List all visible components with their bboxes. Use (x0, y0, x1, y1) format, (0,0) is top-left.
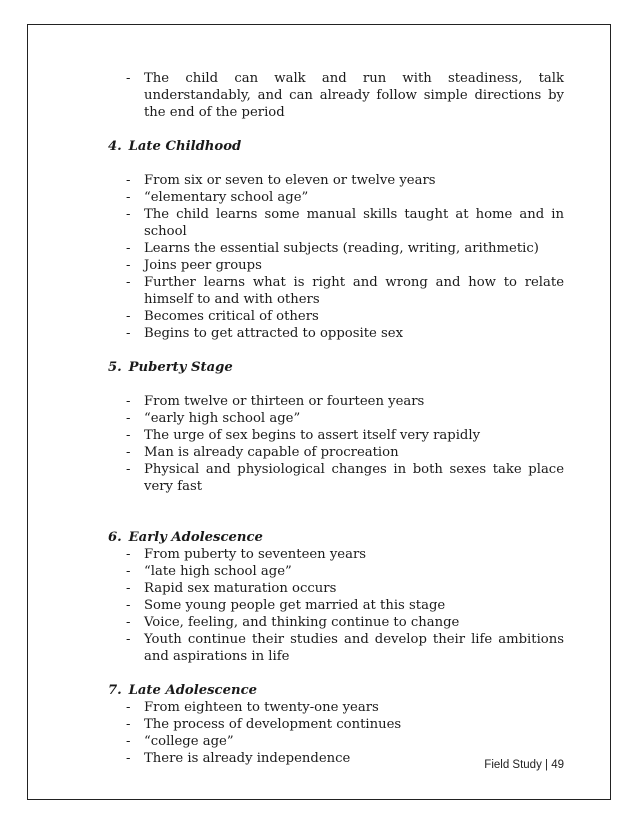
list-item-text: Begins to get attracted to opposite sex (144, 326, 404, 341)
section-number: 7. (108, 683, 122, 698)
list-item-text: The child learns some manual skills taught at home and in school (144, 207, 564, 239)
list-item-text: Learns the essential subjects (reading, writing, arithmetic) (144, 241, 539, 256)
bullet-dash: - (126, 428, 131, 443)
section-title: Early Adolescence (128, 530, 263, 545)
bullet-dash: - (126, 207, 131, 222)
bullet-dash: - (126, 173, 131, 188)
list-item-text: From six or seven to eleven or twelve years (144, 173, 436, 188)
list-item-text: From eighteen to twenty-one years (144, 700, 379, 715)
bullet-dash: - (126, 581, 131, 596)
list-item (108, 733, 564, 750)
list-item (108, 189, 564, 206)
bullet-dash: - (126, 258, 131, 273)
list-item (108, 410, 564, 427)
document-body (108, 70, 564, 767)
bullet-dash: - (126, 547, 131, 562)
list-item-text: “early high school age” (144, 411, 301, 426)
list-item-text: The child can walk and run with steadiness, talk understandably, and can already follow simple directions by the end of the period (144, 71, 564, 120)
list-item (108, 461, 564, 495)
list-item (108, 308, 564, 325)
list-item (108, 563, 564, 580)
bullet-dash: - (126, 598, 131, 613)
list-item (108, 257, 564, 274)
list-item (108, 580, 564, 597)
bullet-dash: - (126, 411, 131, 426)
list-item-text: Man is already capable of procreation (144, 445, 399, 460)
list-item-text: Becomes critical of others (144, 309, 319, 324)
list-item-text: Rapid sex maturation occurs (144, 581, 337, 596)
page-footer: Field Study | 49 (484, 759, 564, 771)
section-title: Late Adolescence (128, 683, 257, 698)
list-item (108, 444, 564, 461)
section-title: Puberty Stage (128, 360, 233, 375)
bullet-dash: - (126, 462, 131, 477)
list-item (108, 325, 564, 342)
list-item-text: Voice, feeling, and thinking continue to change (144, 615, 460, 630)
list-item-text: Youth continue their studies and develop their life ambitions and aspirations in life (144, 632, 564, 664)
section-heading (108, 138, 564, 155)
list-item-text: From twelve or thirteen or fourteen years (144, 394, 425, 409)
bullet-dash: - (126, 275, 131, 290)
list-item-text: “college age” (144, 734, 234, 749)
bullet-dash: - (126, 751, 131, 766)
list-item (108, 546, 564, 563)
bullet-dash: - (126, 190, 131, 205)
section-number: 5. (108, 360, 122, 375)
section-heading (108, 529, 564, 546)
list-item (108, 70, 564, 121)
bullet-dash: - (126, 632, 131, 647)
list-item-text: Further learns what is right and wrong and how to relate himself to and with others (144, 275, 564, 307)
bullet-dash: - (126, 717, 131, 732)
list-item (108, 631, 564, 665)
bullet-dash: - (126, 309, 131, 324)
list-item-text: “late high school age” (144, 564, 292, 579)
list-item (108, 206, 564, 240)
list-item-text: From puberty to seventeen years (144, 547, 367, 562)
list-item-text: There is already independence (144, 751, 351, 766)
list-item (108, 614, 564, 631)
section-heading (108, 359, 564, 376)
bullet-dash: - (126, 564, 131, 579)
section-heading (108, 682, 564, 699)
section-number: 6. (108, 530, 122, 545)
section-number: 4. (108, 139, 122, 154)
list-item (108, 597, 564, 614)
bullet-dash: - (126, 445, 131, 460)
bullet-dash: - (126, 241, 131, 256)
list-item (108, 427, 564, 444)
list-item (108, 716, 564, 733)
list-item (108, 274, 564, 308)
list-item-text: Some young people get married at this stage (144, 598, 446, 613)
bullet-dash: - (126, 700, 131, 715)
list-item-text: “elementary school age” (144, 190, 309, 205)
list-item (108, 699, 564, 716)
bullet-dash: - (126, 394, 131, 409)
bullet-dash: - (126, 734, 131, 749)
bullet-dash: - (126, 615, 131, 630)
list-item (108, 172, 564, 189)
list-item-text: Joins peer groups (144, 258, 262, 273)
section-title: Late Childhood (128, 139, 242, 154)
bullet-dash: - (126, 71, 131, 86)
list-item (108, 393, 564, 410)
list-item-text: The process of development continues (144, 717, 402, 732)
list-item (108, 240, 564, 257)
bullet-dash: - (126, 326, 131, 341)
list-item-text: Physical and physiological changes in both sexes take place very fast (144, 462, 564, 494)
list-item-text: The urge of sex begins to assert itself very rapidly (144, 428, 481, 443)
